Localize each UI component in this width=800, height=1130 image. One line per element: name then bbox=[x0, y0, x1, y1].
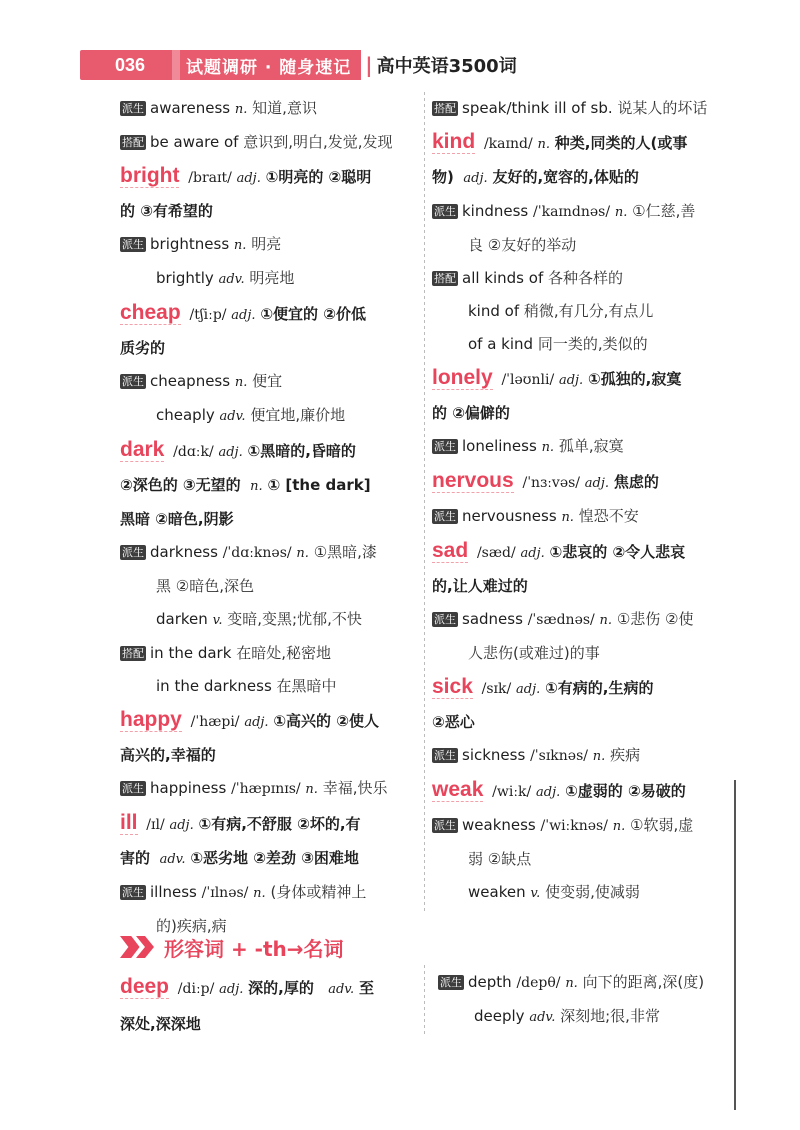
definition: 惶恐不安 bbox=[578, 507, 639, 525]
derive-tag: 派生 bbox=[440, 976, 462, 989]
definition: 物) bbox=[432, 168, 454, 186]
derived-cheapness bbox=[120, 365, 416, 399]
pos: n. bbox=[592, 749, 606, 764]
pos: adv. bbox=[218, 272, 245, 287]
derived-loneliness bbox=[432, 430, 732, 464]
headword-ill bbox=[120, 806, 416, 842]
phrase-tag: 搭配 bbox=[122, 136, 144, 149]
derived-kindness bbox=[432, 195, 732, 229]
pos: n. bbox=[541, 440, 555, 455]
definition: 说某人的坏话 bbox=[617, 99, 708, 117]
derive-tag: 派生 bbox=[434, 749, 456, 762]
entry-awareness bbox=[120, 92, 416, 126]
phonetic: /ˈləʊnli/ bbox=[501, 372, 555, 388]
phrase-kind-of bbox=[432, 295, 732, 328]
phonetic: /tʃiːp/ bbox=[189, 307, 227, 323]
phrase: all kinds of bbox=[462, 269, 544, 287]
definition-cont: 的,让人难过的 bbox=[432, 577, 528, 595]
definition: ①明亮的 ②聪明 bbox=[265, 168, 372, 186]
phonetic: /ˈkaɪndnəs/ bbox=[533, 204, 611, 220]
derived-depth bbox=[438, 966, 732, 1000]
derived-word: sadness bbox=[462, 610, 523, 628]
headword: dark bbox=[120, 438, 165, 461]
column-divider-bottom bbox=[424, 965, 425, 1035]
pos: n. bbox=[537, 137, 550, 152]
header-title: 试题调研 · 随身速记 bbox=[180, 50, 361, 80]
headword: happy bbox=[120, 708, 182, 731]
header-separator: | bbox=[365, 53, 373, 77]
derived-word: sickness bbox=[462, 746, 526, 764]
pos: n. bbox=[561, 510, 574, 525]
definition: 便宜地,廉价地 bbox=[250, 406, 346, 424]
definition-cont: 黑暗 ②暗色,阴影 bbox=[120, 510, 234, 528]
phrase-tag: 搭配 bbox=[122, 647, 144, 660]
entry-depth bbox=[438, 966, 732, 1034]
derive-tag: 派生 bbox=[122, 886, 144, 899]
definition: ①仁慈,善 bbox=[632, 202, 696, 220]
definition: 稍微,有几分,有点儿 bbox=[523, 302, 654, 320]
definition-cont bbox=[432, 161, 732, 195]
headword-weak bbox=[432, 773, 732, 809]
phrase-in-the-dark bbox=[120, 637, 416, 670]
headword-kind bbox=[432, 125, 732, 161]
derived-sickness bbox=[432, 739, 732, 773]
definition-cont: 良 ②友好的举动 bbox=[468, 236, 577, 254]
derived-word: cheapness bbox=[150, 372, 231, 390]
phrase-in-the-darkness bbox=[120, 670, 416, 703]
derive-tag: 派生 bbox=[434, 613, 456, 626]
pos: n. bbox=[250, 479, 263, 494]
pos: v. bbox=[530, 886, 541, 901]
derived-weaken bbox=[432, 876, 732, 910]
phrase-tag: 搭配 bbox=[434, 272, 456, 285]
derived-word: happiness bbox=[150, 779, 227, 797]
definition: 深的,厚的 bbox=[248, 979, 314, 997]
definition-cont: 深处,深深地 bbox=[120, 1015, 201, 1033]
phonetic: /ˈnɜːvəs/ bbox=[522, 475, 581, 491]
phonetic: /ˈɪlnəs/ bbox=[201, 885, 249, 901]
derived-darkness bbox=[120, 536, 416, 570]
definition-cont: 人悲伤(或难过)的事 bbox=[468, 644, 600, 662]
derived-word: illness bbox=[150, 883, 197, 901]
derive-tag: 派生 bbox=[122, 102, 144, 115]
pos: adv. bbox=[529, 1010, 556, 1025]
pos: adj. bbox=[463, 171, 488, 186]
headword-happy bbox=[120, 703, 416, 739]
entry-deep bbox=[120, 970, 416, 1041]
derived-word: weakness bbox=[462, 816, 536, 834]
pos: n. bbox=[253, 886, 266, 901]
pos: adj. bbox=[520, 546, 545, 561]
pos: n. bbox=[599, 613, 613, 628]
phrase: kind of bbox=[468, 302, 520, 320]
phrase-all-kinds-of bbox=[432, 262, 732, 295]
derived-word: depth bbox=[468, 973, 512, 991]
phrase: speak/think ill of sb. bbox=[462, 99, 613, 117]
phonetic: /braɪt/ bbox=[188, 170, 232, 186]
headword: deep bbox=[120, 975, 170, 998]
pos: adj. bbox=[169, 818, 194, 833]
definition-cont: 的 ②偏僻的 bbox=[432, 404, 510, 422]
page-edge-line bbox=[734, 780, 736, 1110]
definition: ①恶劣地 ②差劲 ③困难地 bbox=[190, 849, 359, 867]
entry-be-aware-of bbox=[120, 126, 416, 159]
derive-tag: 派生 bbox=[122, 375, 144, 388]
derive-tag: 派生 bbox=[434, 205, 456, 218]
definition: ①高兴的 ②使人 bbox=[273, 712, 379, 730]
headword: kind bbox=[432, 130, 476, 153]
derived-happiness bbox=[120, 772, 416, 806]
definition: 深刻地;很,非常 bbox=[560, 1007, 660, 1025]
phrase: of a kind bbox=[468, 335, 534, 353]
definition: 在黑暗中 bbox=[276, 677, 337, 695]
pos: n. bbox=[614, 205, 628, 220]
derived-word: kindness bbox=[462, 202, 529, 220]
pos: n. bbox=[234, 102, 248, 117]
pos: adj. bbox=[584, 476, 610, 491]
pos: adv. bbox=[219, 409, 246, 424]
page-number: 036 bbox=[80, 50, 180, 80]
phonetic: /ˈdɑːknəs/ bbox=[222, 545, 292, 561]
headword: sad bbox=[432, 539, 469, 562]
phrase-tag: 搭配 bbox=[434, 102, 456, 115]
headword: bright bbox=[120, 164, 180, 187]
definition: 各种各样的 bbox=[548, 269, 624, 287]
headword: sick bbox=[432, 675, 473, 698]
phrase: in the dark bbox=[150, 644, 232, 662]
definition: 幸福,快乐 bbox=[322, 779, 388, 797]
left-column bbox=[120, 92, 416, 943]
section-title: 形容词 + -th→名词 bbox=[164, 936, 344, 961]
definition: ①虚弱的 ②易破的 bbox=[565, 782, 686, 800]
definition: 便宜 bbox=[252, 372, 283, 390]
phonetic: /ˈhæpi/ bbox=[190, 714, 240, 730]
definition: (身体或精神上 bbox=[270, 883, 367, 901]
definition: 意识到,明白,发觉,发现 bbox=[243, 133, 393, 151]
phonetic: /ˈsædnəs/ bbox=[527, 612, 595, 628]
pos: v. bbox=[212, 613, 223, 628]
definition: 友好的,宽容的,体贴的 bbox=[492, 168, 639, 186]
pos: adj. bbox=[231, 308, 256, 323]
phonetic: /wiːk/ bbox=[492, 784, 532, 800]
phrase: in the darkness bbox=[156, 677, 272, 695]
header-subtitle: 高中英语3500词 bbox=[376, 56, 517, 77]
derived-word: darkness bbox=[150, 543, 218, 561]
derived-word: awareness bbox=[150, 99, 231, 117]
derive-tag: 派生 bbox=[434, 819, 456, 832]
definition: 至 bbox=[358, 979, 374, 997]
derive-tag: 派生 bbox=[122, 546, 144, 559]
phonetic: /ˈwiːknəs/ bbox=[540, 818, 608, 834]
pos: adj. bbox=[218, 445, 243, 460]
definition: 变暗,变黑;忧郁,不快 bbox=[227, 610, 362, 628]
pos: adv. bbox=[328, 982, 355, 997]
derived-word: darken bbox=[156, 610, 208, 628]
phonetic: /sæd/ bbox=[476, 545, 516, 561]
headword: nervous bbox=[432, 469, 514, 492]
derived-word: brightly bbox=[156, 269, 214, 287]
headword-sad bbox=[432, 534, 732, 570]
phonetic: /ˈhæpɪnɪs/ bbox=[231, 781, 301, 797]
pos: n. bbox=[233, 238, 247, 253]
pos: n. bbox=[565, 976, 578, 991]
definition: 疾病 bbox=[610, 746, 641, 764]
definition-cont: 高兴的,幸福的 bbox=[120, 746, 216, 764]
pos: adj. bbox=[236, 171, 261, 186]
derived-sadness bbox=[432, 603, 732, 637]
phonetic: /dɑːk/ bbox=[173, 444, 214, 460]
pos: n. bbox=[612, 819, 626, 834]
headword: cheap bbox=[120, 301, 181, 324]
derived-illness bbox=[120, 876, 416, 910]
phonetic: /ˈsɪknəs/ bbox=[530, 748, 588, 764]
definition: ②深色的 ③无望的 bbox=[120, 476, 241, 494]
definition: ①黑暗的,昏暗的 bbox=[247, 442, 356, 460]
definition: ①便宜的 ②价低 bbox=[260, 305, 366, 323]
derived-darken bbox=[120, 603, 416, 637]
pos: adj. bbox=[516, 682, 541, 697]
phrase-of-a-kind bbox=[432, 328, 732, 361]
definition: 害的 bbox=[120, 849, 151, 867]
pos: adj. bbox=[219, 982, 244, 997]
definition-cont: 的)疾病,病 bbox=[156, 917, 227, 935]
definition-cont: ②恶心 bbox=[432, 713, 475, 731]
definition: 孤单,寂寞 bbox=[558, 437, 624, 455]
column-divider bbox=[424, 92, 425, 912]
derived-cheaply bbox=[120, 399, 416, 433]
phonetic: /depθ/ bbox=[516, 975, 561, 991]
headword-nervous bbox=[432, 464, 732, 500]
definition: 种类,同类的人(或事 bbox=[554, 134, 688, 152]
headword-bright bbox=[120, 159, 416, 195]
derive-tag: 派生 bbox=[122, 782, 144, 795]
derived-word: brightness bbox=[150, 235, 230, 253]
definition: ①孤独的,寂寞 bbox=[587, 370, 682, 388]
pos: n. bbox=[296, 546, 309, 561]
derived-word: nervousness bbox=[462, 507, 557, 525]
derived-nervousness bbox=[432, 500, 732, 534]
phonetic: /diːp/ bbox=[177, 981, 215, 997]
definition: ①黑暗,漆 bbox=[313, 543, 377, 561]
definition: 明亮地 bbox=[249, 269, 295, 287]
phonetic: /ɪl/ bbox=[146, 817, 165, 833]
pos: n. bbox=[305, 782, 318, 797]
derive-tag: 派生 bbox=[434, 510, 456, 523]
definition: ①悲哀的 ②令人悲哀 bbox=[549, 543, 686, 561]
definition: ① [the dark] bbox=[267, 476, 371, 494]
headword-deep bbox=[120, 970, 416, 1007]
derived-weakness bbox=[432, 809, 732, 843]
headword: ill bbox=[120, 811, 138, 834]
definition: ①软弱,虚 bbox=[630, 816, 694, 834]
definition: 在暗处,秘密地 bbox=[236, 644, 331, 662]
headword-sick bbox=[432, 670, 732, 706]
pos: n. bbox=[234, 375, 248, 390]
pos: adj. bbox=[558, 373, 584, 388]
phonetic: /kaɪnd/ bbox=[483, 136, 533, 152]
phrase-speak-ill-of bbox=[432, 92, 732, 125]
headword-cheap bbox=[120, 296, 416, 332]
derive-tag: 派生 bbox=[434, 440, 456, 453]
derived-word: loneliness bbox=[462, 437, 537, 455]
definition: 向下的距离,深(度) bbox=[582, 973, 705, 991]
page-header bbox=[80, 48, 720, 82]
phrase: be aware of bbox=[150, 133, 239, 151]
right-column bbox=[432, 92, 732, 910]
definition-cont bbox=[120, 469, 416, 503]
pos: adv. bbox=[159, 852, 186, 867]
definition: 使变弱,使减弱 bbox=[545, 883, 640, 901]
definition-cont: 弱 ②缺点 bbox=[468, 850, 532, 868]
definition: ①悲伤 ②使 bbox=[616, 610, 694, 628]
derive-tag: 派生 bbox=[122, 238, 144, 251]
headword: weak bbox=[432, 778, 484, 801]
definition: 焦虑的 bbox=[613, 473, 659, 491]
definition: 知道,意识 bbox=[252, 99, 317, 117]
derived-word: cheaply bbox=[156, 406, 215, 424]
derived-word: weaken bbox=[468, 883, 526, 901]
pos: adj. bbox=[536, 785, 561, 800]
pos: adj. bbox=[244, 715, 269, 730]
definition: 同一类的,类似的 bbox=[537, 335, 648, 353]
derived-brightness bbox=[120, 228, 416, 262]
headword-dark bbox=[120, 433, 416, 469]
derived-deeply bbox=[438, 1000, 732, 1034]
definition-cont: 的 ③有希望的 bbox=[120, 202, 213, 220]
definition: ①有病的,生病的 bbox=[545, 679, 654, 697]
definition-cont bbox=[120, 842, 416, 876]
headword: lonely bbox=[432, 366, 493, 389]
definition: ①有病,不舒服 ②坏的,有 bbox=[198, 815, 361, 833]
section-heading bbox=[120, 930, 344, 964]
derived-word: deeply bbox=[474, 1007, 525, 1025]
definition: 明亮 bbox=[251, 235, 282, 253]
phonetic: /sɪk/ bbox=[481, 681, 512, 697]
headword-lonely bbox=[432, 361, 732, 397]
derived-brightly bbox=[120, 262, 416, 296]
definition-cont: 黑 ②暗色,深色 bbox=[156, 577, 254, 595]
definition-cont: 质劣的 bbox=[120, 339, 166, 357]
